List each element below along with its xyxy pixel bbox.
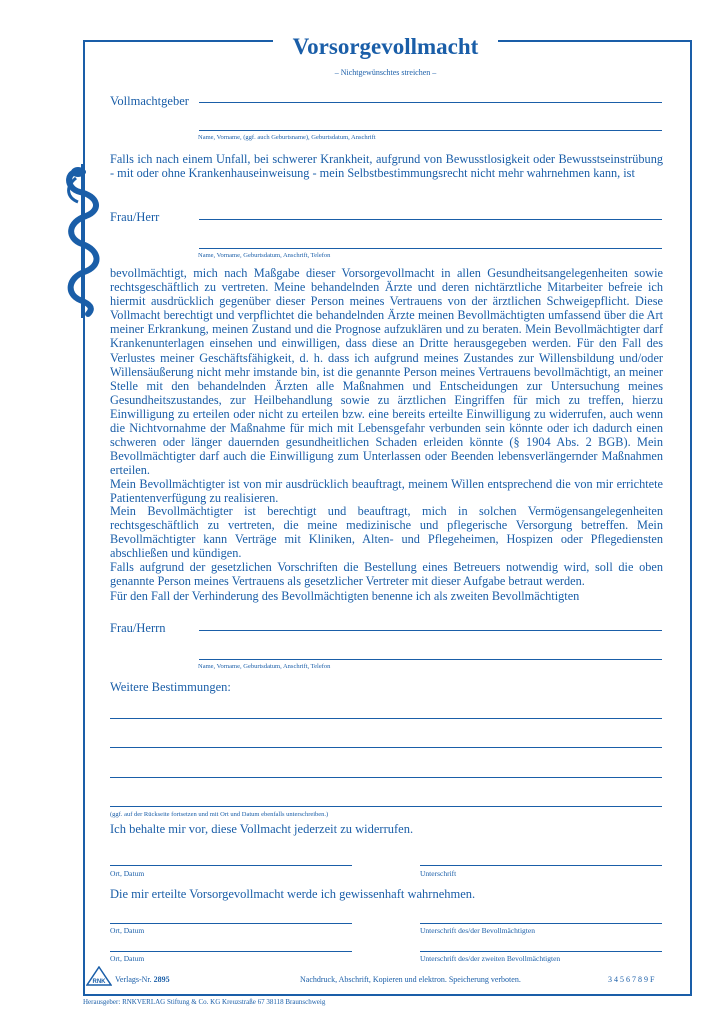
ort-datum-line-3[interactable] xyxy=(110,951,352,952)
verlag-nr-label: Verlags-Nr. xyxy=(115,975,152,984)
unterschrift-line-3[interactable] xyxy=(420,951,662,952)
frame-right xyxy=(690,40,692,995)
bestimmungen-line-1[interactable] xyxy=(110,718,662,719)
unterschrift-label-3: Unterschrift des/der zweiten Bevollmächtigten xyxy=(420,954,561,963)
zweiter-bevollmaechtigter-hint: Name, Vorname, Geburtsdatum, Anschrift, Telefon xyxy=(198,663,331,670)
bevollmaechtigter-line-2[interactable] xyxy=(199,248,662,249)
vollmachtgeber-line-2[interactable] xyxy=(199,130,662,131)
frame-top-right xyxy=(498,40,690,42)
page-title: Vorsorgevollmacht xyxy=(292,34,479,59)
zweiter-bevollmaechtigter-label: Frau/Herrn xyxy=(110,621,166,635)
vollmachtgeber-line-1[interactable] xyxy=(199,102,662,103)
publisher-line: Herausgeber: RNKVERLAG Stiftung & Co. KG Kreuzstraße 67 38118 Braunschweig xyxy=(83,998,326,1006)
bestimmungen-line-3[interactable] xyxy=(110,777,662,778)
unterschrift-line-2[interactable] xyxy=(420,923,662,924)
zweiter-bevollmaechtigter-line-2[interactable] xyxy=(199,659,662,660)
body-paragraph-1: bevollmächtigt, mich nach Maßgabe dieser Vorsorgevollmacht in allen Gesundheitsangelegenheiten sowie rechtsgeschäftlich zu vertreten. Meine behandelnden Ärzte und deren nichtärztliche Mitarbeiter befreie ich hiermit ausdrücklich gegenüber dieser Person meines Vertrauens von der ärztlichen Schweigepflicht. Diese Vollmacht berechtigt und verpflichtet die behandelnden Ärzte meinen Bevollmächtigten umfassend über die Art meiner Erkrankung, meinen Zustand und die Prognose aufzuklären und zu beraten. Mein Bevollmächtigter darf Krankenunterlagen einsehen und einwilligen, dass diese an Dritte herausgegeben werden. Für den Fall des Verlustes meiner Geschäftsfähigkeit, d. h. dass ich aufgrund meines Zustandes zur Willensbildung und/oder Willensäußerung nicht mehr imstande bin, ist die genannte Person meines Vertrauens bevollmächtigt, an meiner Stelle mit den behandelnden Ärzten alle Maßnahmen und Entscheidungen zur Untersuchung meines Gesundheitszustandes, zur Heilbehandlung sowie zu ärztlichen Eingriffen für mich zu treffen, hierzu Einwilligung zu erteilen oder nicht zu erteilen bzw. eine bereits erteilte Einwilligung zu widerrufen, auch wenn die Nichtvornahme der Maßnahme für mich mit Lebensgefahr verbunden sein könnte oder ich dadurch einen schweren oder länger dauernden gesundheitlichen Schaden erleiden könnte (§ 1904 Abs. 2 BGB). Mein Bevollmächtigter darf auch die Einwilligung zum Unterlassen oder Beenden lebensverlängernder Maßnahmen erteilen. xyxy=(110,266,663,478)
bestimmungen-line-2[interactable] xyxy=(110,747,662,748)
unterschrift-label-1: Unterschrift xyxy=(420,869,457,878)
body-paragraph-5: Für den Fall der Verhinderung des Bevollmächtigten benenne ich als zweiten Bevollmächtigten xyxy=(110,589,580,603)
ort-datum-line-1[interactable] xyxy=(110,865,352,866)
zweiter-bevollmaechtigter-line-1[interactable] xyxy=(199,630,662,631)
aesculapian-staff-icon xyxy=(58,158,108,320)
page-subtitle: – Nichtgewünschtes streichen – xyxy=(334,68,437,77)
frame-top-left xyxy=(83,40,273,42)
form-code: 3 4 5 6 7 8 9 F xyxy=(608,975,655,984)
rnk-logo-text: RNK xyxy=(92,979,106,985)
verlag-nr-value: 2895 xyxy=(153,975,170,984)
ort-datum-label-2: Ort, Datum xyxy=(110,926,145,935)
unterschrift-line-1[interactable] xyxy=(420,865,662,866)
rnk-logo-icon xyxy=(86,966,112,986)
annahme-text: Die mir erteilte Vorsorgevollmacht werde ich gewissenhaft wahrnehmen. xyxy=(110,887,476,901)
body-paragraph-2: Mein Bevollmächtigter ist von mir ausdrücklich beauftragt, meinem Willen entsprechend die von mir errichtete Patientenverfügung zu realisieren. xyxy=(110,477,663,506)
verlag-nr xyxy=(115,975,170,984)
ort-datum-label-1: Ort, Datum xyxy=(110,869,145,878)
bevollmaechtigter-line-1[interactable] xyxy=(199,219,662,220)
widerruf-text: Ich behalte mir vor, diese Vollmacht jederzeit zu widerrufen. xyxy=(110,822,414,836)
ort-datum-line-2[interactable] xyxy=(110,923,352,924)
bevollmaechtigter-hint: Name, Vorname, Geburtsdatum, Anschrift, Telefon xyxy=(198,252,331,259)
vollmachtgeber-label: Vollmachtgeber xyxy=(110,94,189,108)
bestimmungen-line-4[interactable] xyxy=(110,806,662,807)
bestimmungen-hint: (ggf. auf der Rückseite fortsetzen und mit Ort und Datum ebenfalls unterschreiben.) xyxy=(110,811,329,818)
bevollmaechtigter-label: Frau/Herr xyxy=(110,210,160,224)
frame-bottom xyxy=(83,994,692,996)
weitere-bestimmungen-label: Weitere Bestimmungen: xyxy=(110,680,231,694)
ort-datum-label-3: Ort, Datum xyxy=(110,954,145,963)
unterschrift-label-2: Unterschrift des/der Bevollmächtigten xyxy=(420,926,535,935)
vollmachtgeber-hint: Name, Vorname, (ggf. auch Geburtsname), Geburtsdatum, Anschrift xyxy=(198,134,376,141)
copyright-notice: Nachdruck, Abschrift, Kopieren und elektron. Speicherung verboten. xyxy=(300,975,521,984)
intro-paragraph: Falls ich nach einem Unfall, bei schwerer Krankheit, aufgrund von Bewusstlosigkeit oder Bewusstseinstrübung - mit oder ohne Krankenhauseinweisung - mein Selbstbestimmungsrecht nicht mehr wahrnehmen kann, ist xyxy=(110,152,663,181)
body-paragraph-4: Falls aufgrund der gesetzlichen Vorschriften die Bestellung eines Betreuers notwendig wird, soll die oben genannte Person meines Vertrauens als gesetzlicher Vertreter mit dieser Aufgabe betraut werden. xyxy=(110,560,663,589)
body-paragraph-3: Mein Bevollmächtigter ist berechtigt und beauftragt, mich in solchen Vermögensangelegenheiten rechtsgeschäftlich zu vertreten, die meine medizinische und pflegerische Versorgung betreffen. Mein Bevollmächtigter kann Verträge mit Kliniken, Alten- und Pflegeheimen, Hospizen oder Pflegediensten abschließen und kündigen. xyxy=(110,504,663,561)
